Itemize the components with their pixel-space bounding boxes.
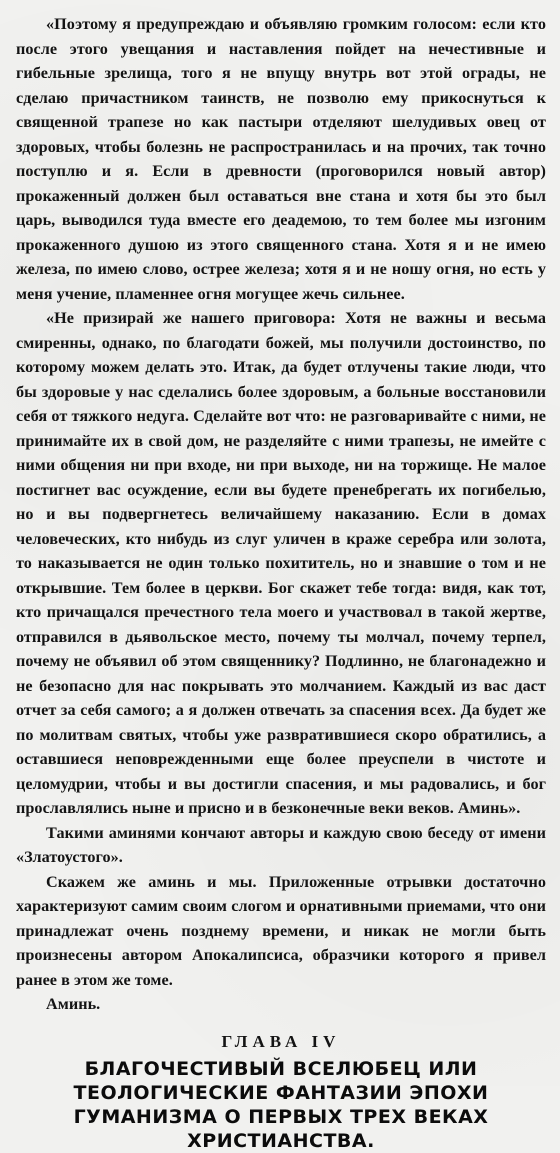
chapter-title: БЛАГОЧЕСТИВЫЙ ВСЕЛЮБЕЦ ИЛИ ТЕОЛОГИЧЕСКИЕ ФАНТАЗИИ ЭПОХИ ГУМАНИЗМА О ПЕРВЫХ ТРЕХ ВЕКАХ ХРИСТИАНСТВА. <box>73 1057 489 1152</box>
paragraph-2: «Не призирай же нашего приговора: Хотя не важны и весьма смиренны, однако, по благодати божей, мы получили достоинство, по которому можем делать это. Итак, да будет отлучены такие люди, что бы здоровые у нас сделались более здоровым, а больные восстановили себя от тяжкого недуга. Сделайте вот что: не разговаривайте с ними, не принимайте их в свой дом, не разделяйте с ними трапезы, не имейте с ними общения ни при входе, ни при выходе, ни на торжище. Не малое постигнет вас осуждение, если вы будете пренебрегать их погибелью, но и вы подвергнетесь величайшему наказанию. Если в домах человеческих, кто нибудь из слуг уличен в краже серебра или золота, то наказывается не один только похититель, но и знавшие о том и не открывшие. Тем более в церкви. Бог скажет тебе тогда: видя, как тот, кто причащался пречестного тела моего и участвовал в такой жертве, отправился в дьявольское место, почему ты молчал, почему терпел, почему не объявил об этом священнику? Подлинно, не благонадежно и не безопасно для нас покрывать это молчанием. Каждый из вас даст отчет за себя самого; а я должен отвечать за спасения всех. Да будет же по молитвам святых, чтобы уже развратившиеся скоро обратились, а оставшиеся неповрежденными еще более преуспели в чистоте и целомудрии, чтобы и вы достигли спасения, и мы радовались, и бог прославлялись ныне и присно и в безконечные веки веков. Аминь». <box>16 309 546 817</box>
paragraph-1: «Поэтому я предупреждаю и объявляю громким голосом: если кто после этого увещания и наставления пойдет на нечестивные и гибельные зрелища, того я не впущу внутрь вот этой ограды, не сделаю причастником таинств, не позволю ему прикоснуться к священной трапезе но как пастыри отделяют шелудивых овец от здоровых, чтобы болезнь не распространилась и на прочих, так точно поступлю и я. Если в древности (проговорился новый автор) прокаженный должен был оставаться вне стана и хотя бы это был царь, выводился туда вместе его деадемою, то тем более мы изгоним прокаженного душою из этого священного стана. Хотя я и не имею железа, по имею слово, острее железа; хотя я и не ношу огня, но есть у меня учение, пламеннее огня могущее жечь сильнее. <box>16 15 546 303</box>
paragraph-4: Скажем же аминь и мы. Приложенные отрывки достаточно характеризуют самим своим слогом и орнативными приемами, что они принадлежат очень позднему времени, и никак не могли быть произнесены автором Апокалипсиса, образчики которого я привел ранее в этом же томе. <box>16 872 546 989</box>
amen-line: Аминь. <box>46 995 101 1013</box>
paragraph-3: Такими аминями кончают авторы и каждую свою беседу от имени «Златоустого». <box>16 823 546 866</box>
chapter-label: ГЛАВА IV <box>221 1031 341 1051</box>
